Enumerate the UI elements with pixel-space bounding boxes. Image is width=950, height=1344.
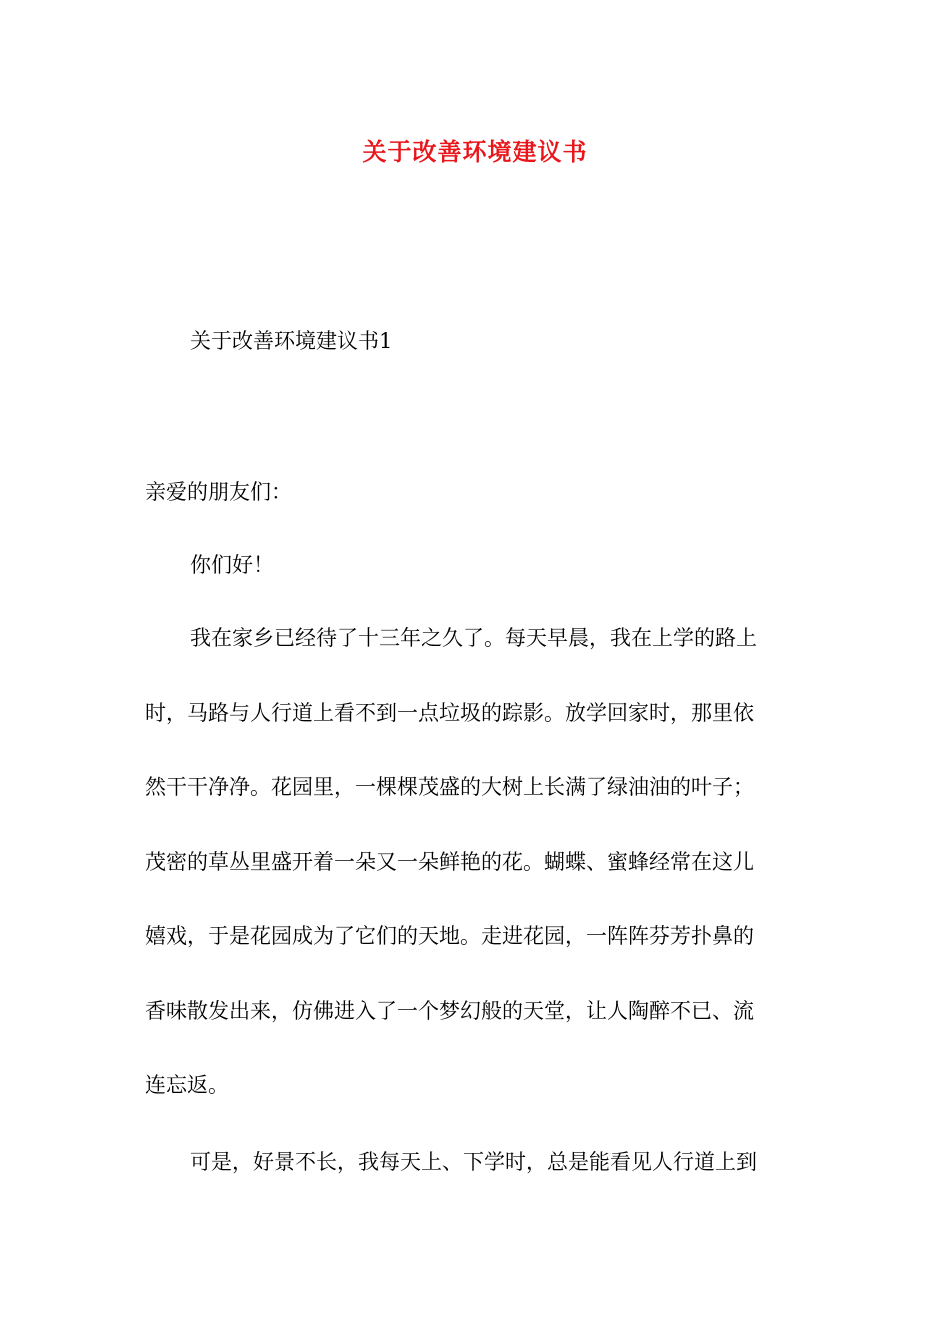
paragraph-line: 我在家乡已经待了十三年之久了。每天早晨，我在上学的路上 bbox=[190, 626, 757, 650]
salutation: 亲爱的朋友们： bbox=[145, 480, 292, 504]
paragraph-line: 可是，好景不长，我每天上、下学时，总是能看见人行道上到 bbox=[190, 1150, 757, 1174]
paragraph-line: 连忘返。 bbox=[145, 1073, 229, 1097]
paragraph-line: 时，马路与人行道上看不到一点垃圾的踪影。放学回家时，那里依 bbox=[145, 700, 754, 725]
hello-line: 你们好！ bbox=[190, 553, 274, 577]
document-title: 关于改善环境建议书 bbox=[362, 137, 588, 166]
paragraph-1 bbox=[145, 601, 807, 1123]
paragraph-line: 然干干净净。花园里，一棵棵茂盛的大树上长满了绿油油的叶子； bbox=[145, 775, 754, 799]
document-subtitle: 关于改善环境建议书1 bbox=[190, 329, 393, 353]
paragraph-2 bbox=[145, 1125, 807, 1200]
paragraph-line: 茂密的草丛里盛开着一朵又一朵鲜艳的花。蝴蝶、蜜蜂经常在这儿 bbox=[145, 849, 754, 874]
paragraph-line: 嬉戏，于是花园成为了它们的天地。走进花园，一阵阵芬芳扑鼻的 bbox=[145, 924, 754, 948]
paragraph-line: 香味散发出来，仿佛进入了一个梦幻般的天堂，让人陶醉不已、流 bbox=[145, 998, 754, 1023]
